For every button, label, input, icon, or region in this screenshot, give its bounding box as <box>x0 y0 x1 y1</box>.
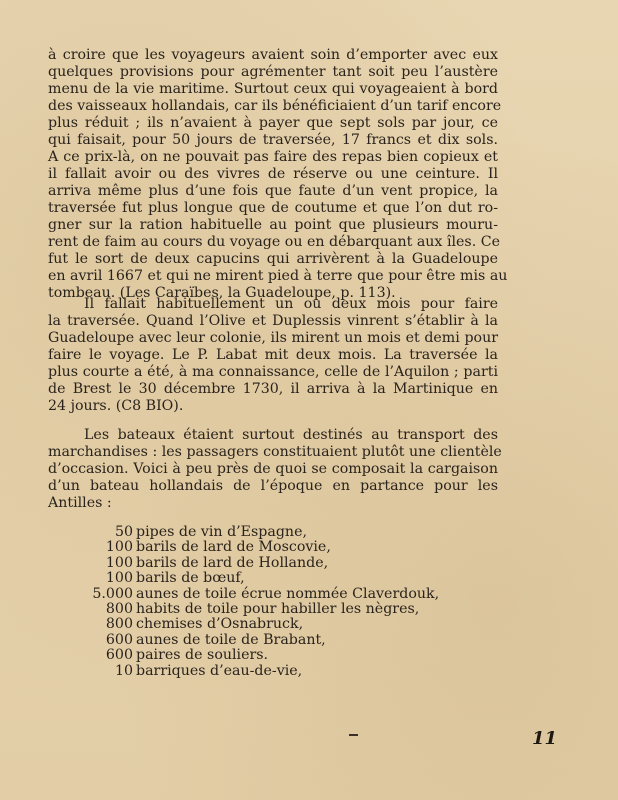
paragraph-2 <box>48 296 498 415</box>
item-description: barils de bœuf, <box>136 570 245 587</box>
list-item <box>79 664 439 679</box>
text-line: A ce prix-là, on ne pouvait pas faire des repas bien copieux et <box>48 149 498 165</box>
item-quantity: 100 <box>105 539 133 556</box>
list-item <box>79 648 439 663</box>
item-quantity: 800 <box>105 601 133 618</box>
item-description: barils de lard de Hollande, <box>136 554 329 571</box>
text-line: marchandises : les passagers constituaient plutôt une clientèle <box>48 444 502 460</box>
text-line: il fallait avoir ou des vivres de réserve ou une ceinture. Il <box>48 166 498 182</box>
item-quantity: 100 <box>105 570 133 587</box>
list-item <box>79 540 439 555</box>
list-item <box>79 571 439 586</box>
text-line: tombeau. (Les Caraïbes, la Guadeloupe, p. 113). <box>48 285 396 301</box>
text-line: qui faisait, pour 50 jours de traversée, 17 francs et dix sols. <box>48 132 498 148</box>
text-line: faire le voyage. Le P. Labat mit deux mois. La traversée la <box>48 347 498 363</box>
text-line: gner sur la ration habituelle au point que plusieurs mouru- <box>48 217 498 233</box>
text-line: menu de la vie maritime. Surtout ceux qui voyageaient à bord <box>48 81 498 97</box>
paragraph-3 <box>48 427 502 512</box>
paragraph-1 <box>48 47 508 302</box>
item-description: aunes de toile écrue nommée Claverdouk, <box>136 585 440 602</box>
text-line: Antilles : <box>48 495 112 511</box>
list-item <box>79 587 439 602</box>
text-line: arriva même plus d’une fois que faute d’un vent propice, la <box>48 183 498 199</box>
text-line: Les bateaux étaient surtout destinés au transport des <box>84 427 498 443</box>
item-description: aunes de toile de Brabant, <box>136 631 326 648</box>
item-description: habits de toile pour habiller les nègres, <box>136 601 420 618</box>
text-line: Guadeloupe avec leur colonie, ils mirent un mois et demi pour <box>48 330 498 346</box>
list-item <box>79 633 439 648</box>
text-line: plus courte a été, à ma connaissance, celle de l’Aquilon ; parti <box>48 364 498 380</box>
list-item <box>79 525 439 540</box>
text-line: d’occasion. Voici à peu près de quoi se composait la cargaison <box>48 461 498 477</box>
text-line: fut le sort de deux capucins qui arrivèrent à la Guadeloupe <box>48 251 498 267</box>
page-number: 11 <box>532 728 558 749</box>
item-description: chemises d’Osnabruck, <box>136 616 304 633</box>
item-quantity: 50 <box>114 524 133 540</box>
text-line: de Brest le 30 décembre 1730, il arriva à la Martinique en <box>48 381 498 397</box>
item-quantity: 600 <box>105 647 133 664</box>
cargo-list <box>79 525 439 679</box>
item-quantity: 5.000 <box>92 585 133 602</box>
list-item <box>79 617 439 632</box>
text-line: 24 jours. (C8 BIO). <box>48 398 184 414</box>
footer-dash <box>349 734 358 736</box>
list-item <box>79 602 439 617</box>
item-description: pipes de vin d’Espagne, <box>136 524 307 540</box>
text-line: en avril 1667 et qui ne mirent pied à terre que pour être mis au <box>48 268 508 284</box>
text-line: des vaisseaux hollandais, car ils bénéficiaient d’un tarif encore <box>48 98 502 114</box>
text-line: quelques provisions pour agrémenter tant soit peu l’austère <box>48 64 498 80</box>
list-item <box>79 556 439 571</box>
text-line: plus réduit ; ils n’avaient à payer que sept sols par jour, ce <box>48 115 498 131</box>
item-description: barriques d’eau-de-vie, <box>136 662 303 679</box>
item-description: barils de lard de Moscovie, <box>136 539 331 556</box>
text-line: Il fallait habituellement un ou deux mois pour faire <box>84 296 498 312</box>
item-quantity: 600 <box>105 631 133 648</box>
item-description: paires de souliers. <box>136 647 269 664</box>
item-quantity: 800 <box>105 616 133 633</box>
item-quantity: 10 <box>114 662 133 679</box>
item-quantity: 100 <box>105 554 133 571</box>
text-line: à croire que les voyageurs avaient soin d’emporter avec eux <box>48 47 498 63</box>
text-line: traversée fut plus longue que de coutume et que l’on dut ro- <box>48 200 498 216</box>
text-line: d’un bateau hollandais de l’époque en partance pour les <box>48 478 498 494</box>
text-line: rent de faim au cours du voyage ou en débarquant aux îles. Ce <box>48 234 500 250</box>
text-line: la traversée. Quand l’Olive et Duplessis vinrent s’établir à la <box>48 313 498 329</box>
